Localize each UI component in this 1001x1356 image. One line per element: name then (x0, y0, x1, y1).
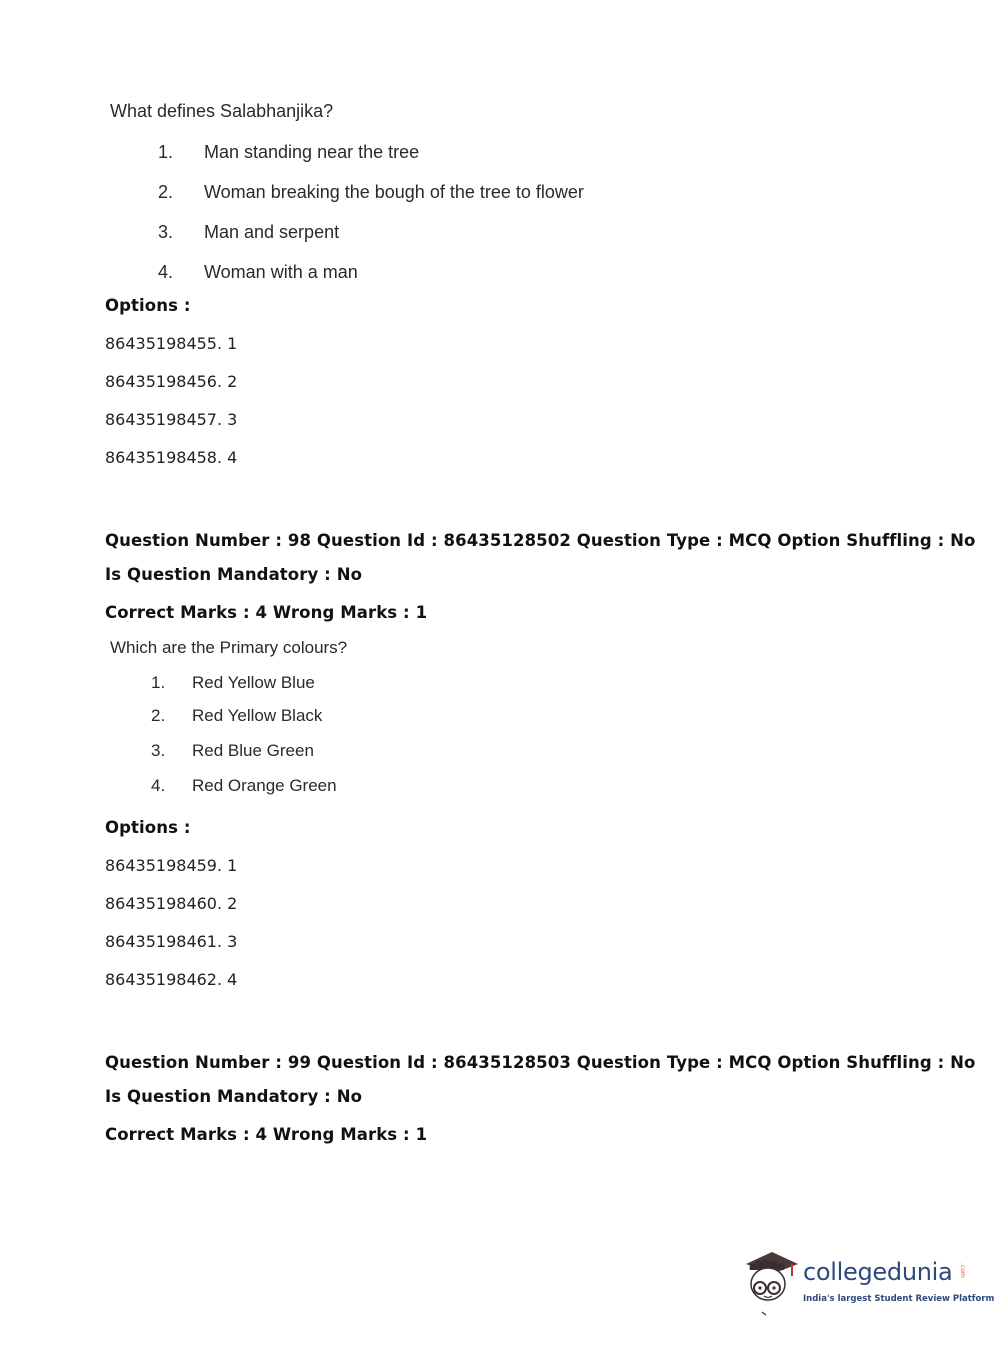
question-98-choice-1-number: 1. (151, 673, 166, 692)
question-98-prompt: Which are the Primary colours? (110, 638, 348, 657)
question-98-marks: Correct Marks : 4 Wrong Marks : 1 (105, 603, 428, 622)
question-97-choice-3-text: Man and serpent (204, 222, 340, 242)
question-97-choice-4-text: Woman with a man (204, 262, 358, 282)
question-98-option-3: 86435198461. 3 (105, 932, 238, 951)
question-98-choice-2-text: Red Yellow Black (192, 706, 323, 725)
question-98-choice-2-number: 2. (151, 706, 166, 725)
question-98-header: Question Number : 98 Question Id : 86435128502 Question Type : MCQ Option Shuffling : No (105, 531, 976, 550)
question-99-header: Question Number : 99 Question Id : 86435128503 Question Type : MCQ Option Shuffling : No (105, 1053, 976, 1072)
question-98-choice-3-text: Red Blue Green (192, 741, 314, 760)
question-97-choice-2-number: 2. (158, 182, 174, 202)
question-98-option-2: 86435198460. 2 (105, 894, 238, 913)
question-97-prompt: What defines Salabhanjika? (110, 101, 334, 121)
question-97-option-3: 86435198457. 3 (105, 410, 238, 429)
question-97-options-label: Options : (105, 296, 191, 315)
question-98-choice-1-text: Red Yellow Blue (192, 673, 315, 692)
logo-wordmark: collegedunia (803, 1258, 953, 1286)
question-98-choice-4-number: 4. (151, 776, 166, 795)
question-97-option-2: 86435198456. 2 (105, 372, 238, 391)
question-97-option-1: 86435198455. 1 (105, 334, 238, 353)
question-98-choice-4-text: Red Orange Green (192, 776, 337, 795)
question-97-choice-2-text: Woman breaking the bough of the tree to flower (204, 182, 584, 202)
question-98-option-4: 86435198462. 4 (105, 970, 238, 989)
question-97-choice-4-number: 4. (158, 262, 174, 282)
question-97-choice-3-number: 3. (158, 222, 174, 242)
question-97-choice-1-number: 1. (158, 142, 174, 162)
collegedunia-logo (740, 1248, 995, 1318)
question-98-choice-3-number: 3. (151, 741, 166, 760)
question-98-mandatory: Is Question Mandatory : No (105, 565, 363, 584)
question-99-marks: Correct Marks : 4 Wrong Marks : 1 (105, 1125, 428, 1144)
mascot-icon (740, 1248, 802, 1318)
question-98-options-label: Options : (105, 818, 191, 837)
logo-domain-suffix: .com (959, 1263, 966, 1278)
question-97-option-4: 86435198458. 4 (105, 448, 238, 467)
logo-tagline: India's largest Student Review Platform (803, 1294, 995, 1304)
question-97-choice-1-text: Man standing near the tree (204, 142, 420, 162)
question-99-mandatory: Is Question Mandatory : No (105, 1087, 363, 1106)
question-98-option-1: 86435198459. 1 (105, 856, 238, 875)
